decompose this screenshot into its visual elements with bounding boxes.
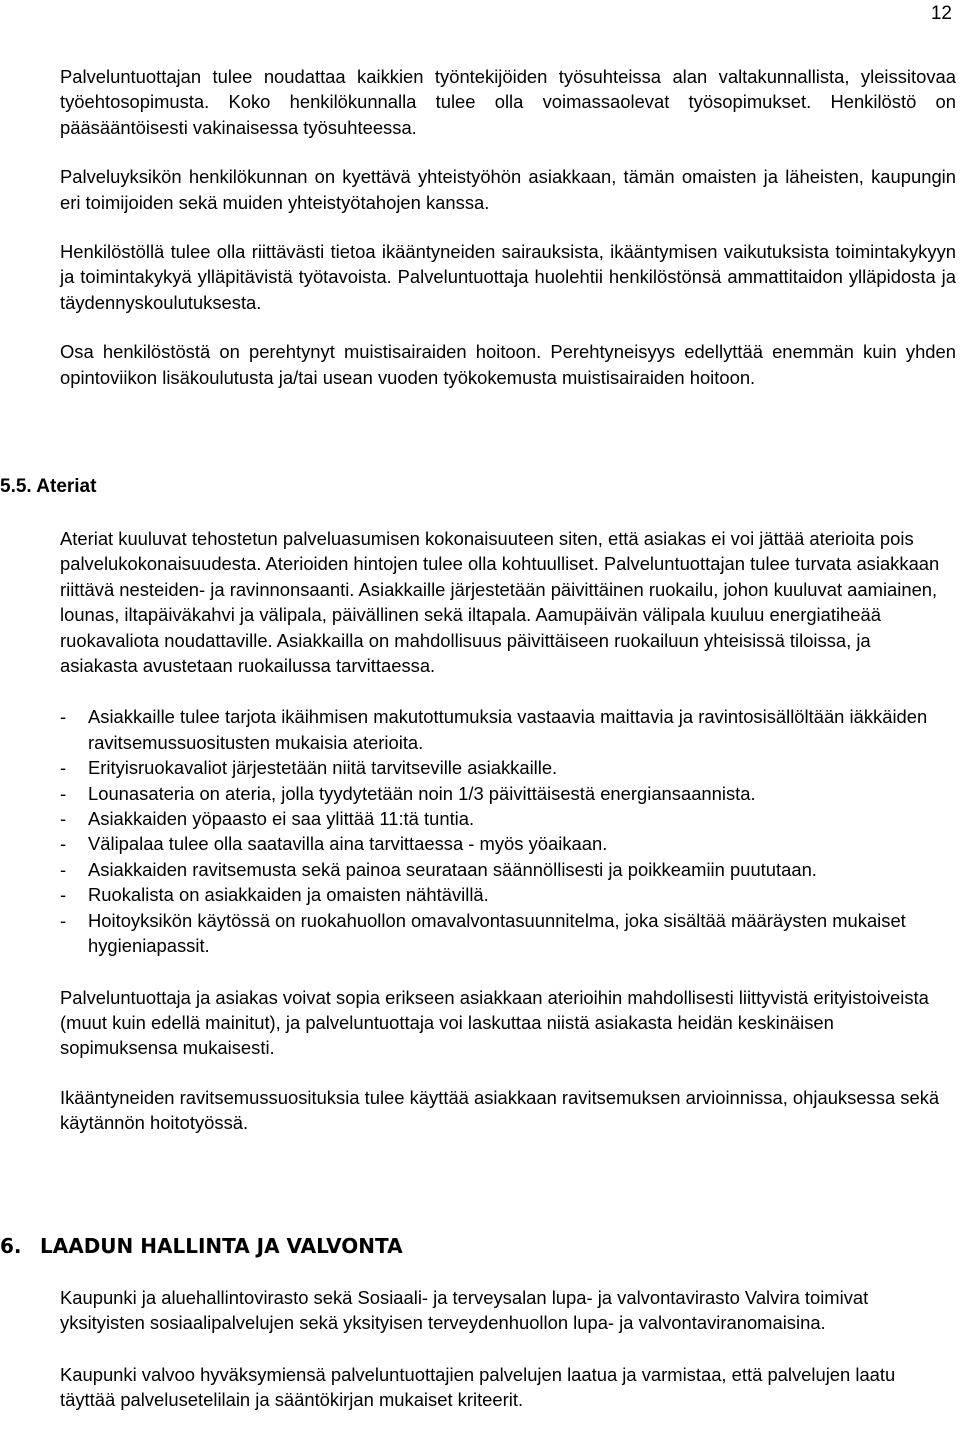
section-5-5-paragraph: Palveluntuottaja ja asiakas voivat sopia erikseen asiakkaan aterioihin mahdollisesti liittyvistä erityistoiveista (muut kuin edellä mainitut), ja palveluntuottaja voi laskuttaa niistä asiakasta heidän keskinäisen sopimuksensa mukaisesti. bbox=[60, 986, 929, 1059]
section-6-paragraph: Kaupunki valvoo hyväksymiensä palveluntuottajien palvelujen laatua ja varmistaa, että palvelujen laatu täyttää palvelusetelilain ja sääntökirjan mukaiset kriteerit. bbox=[60, 1363, 896, 1411]
list-item: - Erityisruokavaliot järjestetään niitä tarvitseville asiakkaille. bbox=[60, 757, 558, 779]
list-item: - Hoitoyksikön käytössä on ruokahuollon omavalvontasuunnitelma, joka sisältää määräysten mukaiset hygieniapassit. bbox=[60, 909, 906, 957]
section-heading-5-5: 5.5. Ateriat bbox=[0, 476, 97, 497]
intro-paragraph: Palveluyksikön henkilökunnan on kyettävä yhteistyöhön asiakkaan, tämän omaisten ja läheisten, kaupungin eri toimijoiden sekä muiden yhteistyötahojen kanssa. bbox=[60, 166, 956, 213]
intro-paragraph: Palveluntuottajan tulee noudattaa kaikkien työntekijöiden työsuhteissa alan valtakunnallista, yleissitovaa työehtosopimusta. Koko henkilökunnalla tulee olla voimassaolevat työsopimukset. Henkilöstö on pääsääntöisesti vakinaisessa työsuhteessa. bbox=[60, 66, 956, 138]
intro-paragraph: Osa henkilöstöstä on perehtynyt muistisairaiden hoitoon. Perehtyneisyys edellyttää enemmän kuin yhden opintoviikon lisäkoulutusta ja/tai usean vuoden työkokemusta muistisairaiden hoitoon. bbox=[60, 341, 956, 388]
section-5-5-body bbox=[60, 526, 952, 1136]
section-5-5-paragraph: Ikääntyneiden ravitsemussuosituksia tulee käyttää asiakkaan ravitsemuksen arvioinnissa, ohjauksessa sekä käytännön hoitotyössä. bbox=[60, 1086, 940, 1134]
section-6-paragraph: Kaupunki ja aluehallintovirasto sekä Sosiaali- ja terveysalan lupa- ja valvontavirasto Valvira toimivat yksityisten sosiaalipalvelujen sekä yksityisen terveydenhuollon lupa- ja valvontaviranomaisina. bbox=[60, 1287, 869, 1334]
list-item: - Asiakkaille tulee tarjota ikäihmisen makutottumuksia vastaavia maittavia ja ravintosisällöltään iäkkäiden ravitsemussuositusten mukaisia aterioita. bbox=[60, 706, 928, 753]
section-5-5-paragraph: Ateriat kuuluvat tehostetun palveluasumisen kokonaisuuteen siten, että asiakas ei voi jättää aterioita pois palvelukokonaisuudesta. Aterioiden hintojen tulee olla kohtuulliset. Palveluntuottajan tulee turvata asiakkaan riittävä nesteiden- ja ravinnonsaanti. Asiakkaille järjestetään päivittäinen ruokailu, johon kuuluvat aamiainen, lounas, iltapäiväkahvi ja välipala, päivällinen sekä iltapala. Aamupäivän välipala kuuluu energiatiheää ruokavaliota noudattaville. Asiakkailla on mahdollisuus päivittäiseen ruokailuun yhteisissä tiloissa, ja asiakasta avustetaan ruokailussa tarvittaessa. bbox=[60, 528, 940, 677]
list-item: - Lounasateria on ateria, jolla tyydytetään noin 1/3 päivittäisestä energiansaannista. bbox=[60, 782, 756, 804]
section-6-body bbox=[60, 1285, 952, 1413]
list-item: - Asiakkaiden ravitsemusta sekä painoa seurataan säännöllisesti ja poikkeamiin puututaan. bbox=[60, 858, 817, 880]
section-title: LAADUN HALLINTA JA VALVONTA bbox=[40, 1234, 403, 1258]
list-item: - Välipalaa tulee olla saatavilla aina tarvittaessa - myös yöaikaan. bbox=[60, 833, 608, 855]
intro-paragraph: Henkilöstöllä tulee olla riittävästi tietoa ikääntyneiden sairauksista, ikääntymisen vaikutuksista toimintakykyyn ja toimintakykyä ylläpitävistä työtavoista. Palveluntuottaja huolehtii henkilöstönsä ammattitaidon ylläpidosta ja täydennyskoulutuksesta. bbox=[60, 241, 956, 313]
page-number: 12 bbox=[930, 3, 952, 24]
list-item: - Ruokalista on asiakkaiden ja omaisten nähtävillä. bbox=[60, 884, 489, 906]
section-number: 6. bbox=[0, 1234, 22, 1258]
section-heading-6 bbox=[0, 1234, 403, 1258]
list-item: - Asiakkaiden yöpaasto ei saa ylittää 11:tä tuntia. bbox=[60, 808, 475, 830]
meal-requirements-list bbox=[60, 704, 952, 958]
document-body bbox=[60, 64, 956, 390]
